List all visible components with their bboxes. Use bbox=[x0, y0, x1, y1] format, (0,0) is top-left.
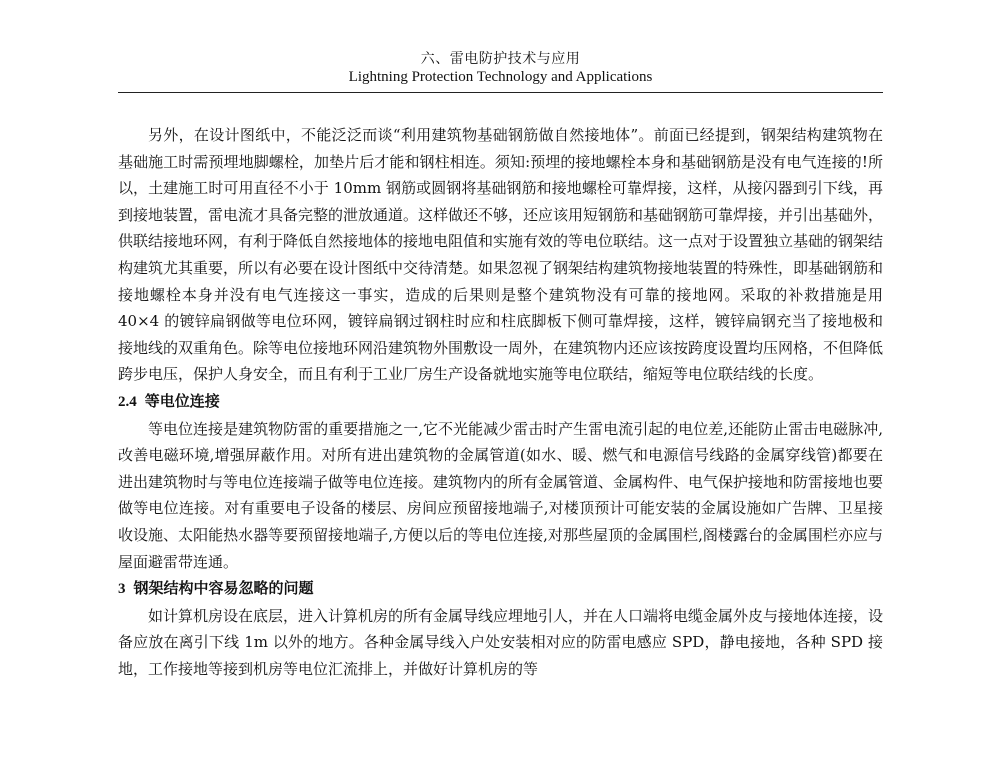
header-divider bbox=[118, 92, 883, 93]
paragraph-computer-room: 如计算机房设在底层，进入计算机房的所有金属导线应埋地引人，并在人口端将电缆金属外皮与接地体连接，设备应放在离引下线 1m 以外的地方。各种金属导线入户处安装相对应的防雷电感应 SPD，静电接地，各种 SPD 接地，工作接地等接到机房等电位汇流排上，并做好计算机房的等 bbox=[118, 606, 884, 678]
section-number: 2.4 bbox=[118, 393, 137, 410]
running-header bbox=[118, 50, 883, 86]
section-title: 钢架结构中容易忽略的问题 bbox=[133, 579, 314, 598]
page-body bbox=[118, 122, 883, 682]
header-title-en: Lightning Protection Technology and Applications bbox=[348, 69, 653, 85]
section-heading-3 bbox=[118, 575, 883, 603]
paragraph-grounding: 另外，在设计图纸中，不能泛泛而谈“利用建筑物基础钢筋做自然接地体”。前面已经提到，钢架结构建筑物在基础施工时需预埋地脚螺栓，加垫片后才能和钢柱相连。须知:预埋的接地螺栓本身和基础钢筋是没有电气连接的!所以，土建施工时可用直径不小于 10mm 钢筋或圆钢将基础钢筋和接地螺栓可靠焊接，这样，从接闪器到引下线，再到接地装置，雷电流才具备完整的泄放通道。这样做还不够，还应该用短钢筋和基础钢筋可靠焊接，并引出基础外，供联结接地环网，有利于降低自然接地体的接地电阻值和实施有效的等电位联结。这一点对于设置独立基础的钢架结构建筑尤其重要，所以有必要在设计图纸中交待清楚。如果忽视了钢架结构建筑物接地装置的特殊性，即基础钢筋和接地螺栓本身并没有电气连接这一事实，造成的后果则是整个建筑物没有可靠的接地网。采取的补救措施是用 40×4 的镀锌扁钢做等电位环网，镀锌扁钢过钢柱时应和柱底脚板下侧可靠焊接，这样，镀锌扁钢充当了接地极和接地线的双重角色。除等电位接地环网沿建筑物外围敷设一周外，在建筑物内还应该按跨度设置均压网格，不但降低跨步电压，保护人身安全，而且有利于工业厂房生产设备就地实施等电位联结，缩短等电位联结线的长度。 bbox=[118, 126, 884, 384]
section-heading-2-4 bbox=[118, 388, 883, 416]
paragraph-equipotential: 等电位连接是建筑物防雷的重要措施之一,它不光能减少雷击时产生雷电流引起的电位差,还能防止雷击电磁脉冲,改善电磁环境,增强屏蔽作用。对所有进出建筑物的金属管道(如水、暖、燃气和电源信号线路的金属穿线管)都要在进出建筑物时与等电位连接端子做等电位连接。建筑物内的所有金属管道、金属构件、电气保护接地和防雷接地也要做等电位连接。对有重要电子设备的楼层、房间应预留接地端子,对楼顶预计可能安装的金属设施如广告牌、卫星接收设施、太阳能热水器等要预留接地端子,方便以后的等电位连接,对那些屋顶的金属围栏,阁楼露台的金属围栏亦应与屋面避雷带连通。 bbox=[118, 419, 884, 571]
section-number: 3 bbox=[118, 581, 126, 598]
section-title: 等电位连接 bbox=[144, 391, 220, 410]
header-title-cn: 六、雷电防护技术与应用 bbox=[420, 51, 581, 67]
